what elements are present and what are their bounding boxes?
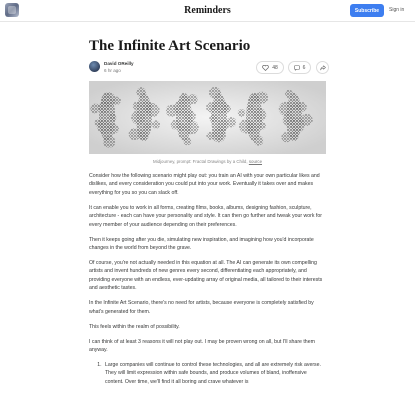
reasons-list xyxy=(89,361,326,386)
author-name[interactable]: David OReilly xyxy=(104,61,134,66)
comment-count: 6 xyxy=(302,64,306,71)
publication-name[interactable]: Reminders xyxy=(184,5,231,16)
post-title: The Infinite Art Scenario xyxy=(89,38,251,54)
caption-source-link[interactable]: source xyxy=(248,159,263,164)
caption-text: Midjourney, prompt: Fractal Drawings by a Child, xyxy=(152,159,248,164)
hero-image[interactable] xyxy=(89,81,326,154)
sign-in-link[interactable]: Sign in xyxy=(389,7,405,13)
paragraph: Of course, you're not actually needed in this equation at all. The AI can generate its own compelling artists and invent hundreds of new genres every second, differentiating each appropriately, and providing everyone with an endless, ever-updating array of original media, all tailored to their interests and aesthetic tastes. xyxy=(89,260,323,292)
share-button[interactable] xyxy=(316,61,329,74)
paragraph: In the Infinite Art Scenario, there's no need for artists, because everyone is completely satisfied by what's generated for them. xyxy=(89,300,314,315)
paragraph: This feels within the realm of possibility. xyxy=(89,323,180,330)
comment-icon xyxy=(294,65,300,71)
heart-icon xyxy=(262,65,269,71)
share-icon xyxy=(320,65,326,71)
list-item: 1. Large companies will continue to control these technologies, and all are extremely risk averse. They will limit expression within safe bounds, and produce volumes of bland, inoffensive content. Over time, we'll find it all boring and crave whatever is xyxy=(103,361,326,386)
paragraph: Consider how the following scenario might play out: you train an AI with your own particular likes and dislikes, and every consideration you could put into your work. Eventually it takes over and makes everything for you so you can slack off. xyxy=(89,173,320,196)
fractal-drawings-image xyxy=(89,81,326,154)
hero-caption xyxy=(89,159,326,164)
like-button[interactable] xyxy=(256,61,284,74)
article-body xyxy=(89,172,326,386)
comment-button[interactable] xyxy=(288,61,311,74)
post-time: 6 hr ago xyxy=(104,67,121,73)
like-count: 48 xyxy=(272,64,278,71)
paragraph: It can enable you to work in all forms, creating films, books, albums, designing fashion, sculpture, architecture - each can have your personality and style. It can then go further and tweak your work for every member of your audience depending on their preferences. xyxy=(89,204,322,228)
paragraph: Then it keeps going after you die, simulating new inspiration, and imagining how you'd incorporate changes in the world from beyond the grave. xyxy=(89,236,314,252)
author-avatar[interactable] xyxy=(89,61,100,72)
top-bar xyxy=(0,0,415,22)
subscribe-button[interactable]: Subscribe xyxy=(350,4,384,17)
paragraph: I can think of at least 3 reasons it will not play out. I may be proven wrong on all, but I'll share them anyway. xyxy=(89,338,315,354)
